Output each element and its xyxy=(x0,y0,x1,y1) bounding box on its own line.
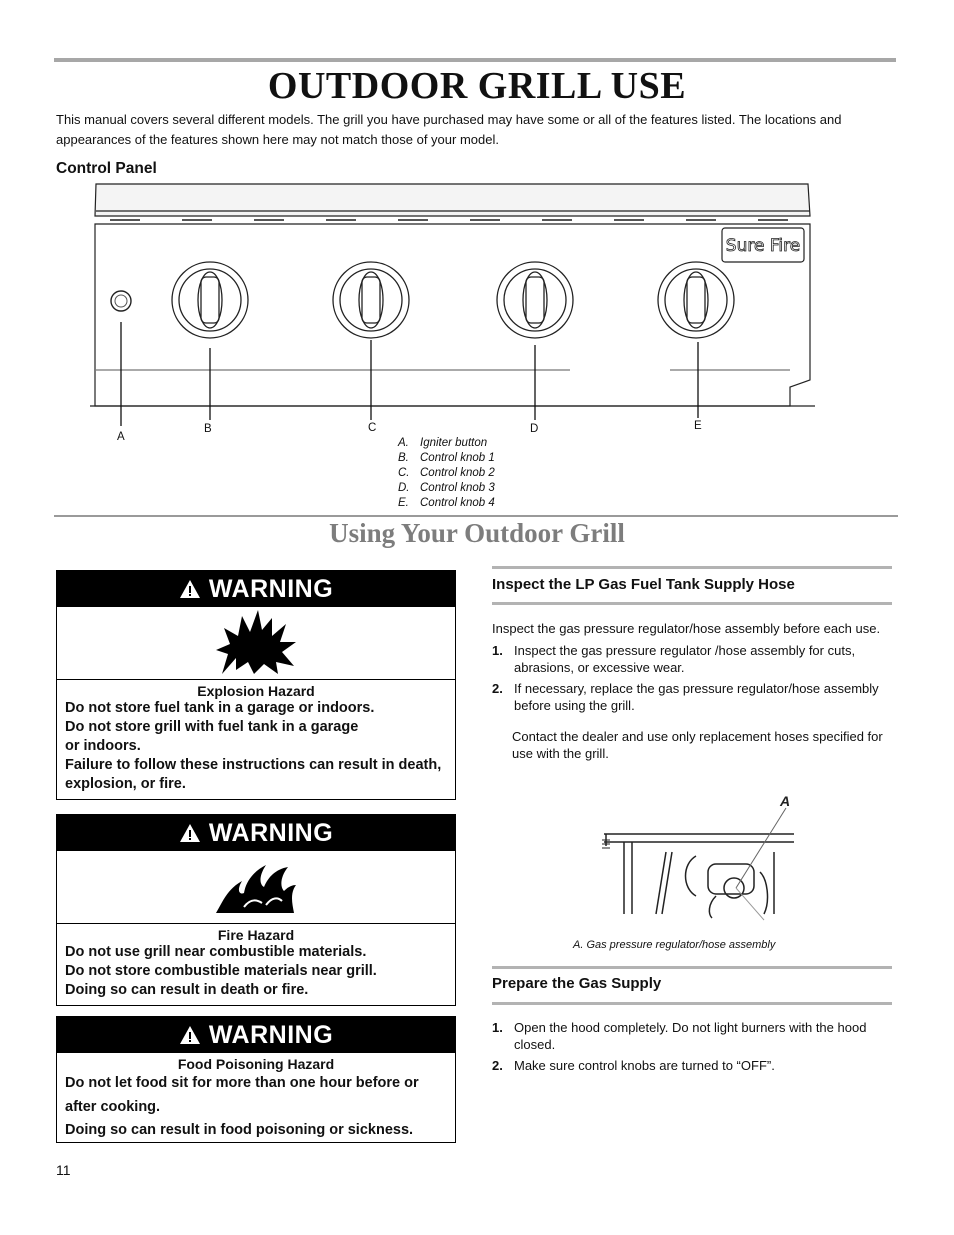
warning-header: WARNING xyxy=(57,1017,455,1053)
warning-text: Do not use grill near combustible materials. Do not store combustible materials near grill. Doing so can result in death or fire. xyxy=(65,944,377,998)
legend-item: E. Control knob 4 xyxy=(398,497,495,509)
figure-label-a: A xyxy=(780,793,791,809)
control-knob-3 xyxy=(497,262,573,338)
legend-item: A. Igniter button xyxy=(398,437,488,449)
prepare-section xyxy=(492,1019,897,1078)
warning-triangle-icon xyxy=(179,823,201,843)
inspect-note: Contact the dealer and use only replacement hoses specified for use with the grill. xyxy=(512,729,883,761)
list-item: 1. Inspect the gas pressure regulator /hose assembly for cuts, abrasions, or excessive wear. xyxy=(492,643,856,675)
legend-item: B. Control knob 1 xyxy=(398,452,495,464)
prepare-rule-bottom xyxy=(492,1002,892,1005)
callout-b: B xyxy=(204,423,212,435)
warning-header: WARNING xyxy=(57,571,455,607)
warning-box-explosion xyxy=(56,570,456,800)
control-panel-legend xyxy=(398,436,495,511)
explosion-icon xyxy=(214,610,298,676)
callout-e: E xyxy=(694,420,702,432)
callout-d: D xyxy=(530,423,539,435)
page-number: 11 xyxy=(56,1162,71,1178)
section-title: Using Your Outdoor Grill xyxy=(329,518,625,548)
inspect-rule-bottom xyxy=(492,602,892,605)
legend-item: C. Control knob 2 xyxy=(398,467,495,479)
control-panel-illustration xyxy=(90,180,815,440)
control-knob-4 xyxy=(658,262,734,338)
warning-text: Do not store fuel tank in a garage or indoors. Do not store grill with fuel tank in a garage or indoors. Failure to follow these instructions can result in death, explosion, or fire. xyxy=(65,700,442,792)
warning-box-food-poisoning xyxy=(56,1016,456,1143)
section-rule xyxy=(54,515,898,517)
fire-icon xyxy=(214,859,298,915)
list-item: 1. Open the hood completely. Do not light burners with the hood closed. xyxy=(492,1020,867,1052)
warning-text: Do not let food sit for more than one hour before or after cooking. Doing so can result in food poisoning or sickness. xyxy=(65,1075,419,1138)
explosion-icon-area xyxy=(57,607,455,680)
warning-header: WARNING xyxy=(57,815,455,851)
callout-c: C xyxy=(368,422,377,434)
warning-triangle-icon xyxy=(179,579,201,599)
top-rule xyxy=(54,58,896,62)
inspect-rule-top xyxy=(492,566,892,569)
prepare-heading: Prepare the Gas Supply xyxy=(492,975,662,992)
inspect-steps xyxy=(492,642,897,714)
hazard-title: Explosion Hazard xyxy=(197,683,315,699)
list-item: 2. Make sure control knobs are turned to “OFF”. xyxy=(492,1058,775,1073)
control-panel-heading: Control Panel xyxy=(56,160,157,177)
prepare-steps xyxy=(492,1019,897,1074)
legend-item: D. Control knob 3 xyxy=(398,482,495,494)
intro-paragraph: This manual covers several different models. The grill you have purchased may have some or all of the features listed. The locations and appearances of the features shown here may not match those of your model. xyxy=(56,112,842,147)
igniter-button xyxy=(111,291,131,311)
inspect-heading: Inspect the LP Gas Fuel Tank Supply Hose xyxy=(492,576,795,593)
page-title: OUTDOOR GRILL USE xyxy=(267,65,687,107)
fire-icon-area xyxy=(57,851,455,924)
hazard-title: Fire Hazard xyxy=(217,927,295,943)
regulator-hose-illustration xyxy=(596,792,800,922)
list-item: 2. If necessary, replace the gas pressure regulator/hose assembly before using the grill. xyxy=(492,681,879,713)
control-knob-2 xyxy=(333,262,409,338)
warning-box-fire xyxy=(56,814,456,1006)
control-knob-1 xyxy=(172,262,248,338)
inspect-section xyxy=(492,620,897,762)
regulator-caption: A. Gas pressure regulator/hose assembly xyxy=(573,939,776,951)
prepare-rule-top xyxy=(492,966,892,969)
inspect-intro: Inspect the gas pressure regulator/hose assembly before each use. xyxy=(492,621,881,636)
warning-triangle-icon xyxy=(179,1025,201,1045)
hazard-title: Food Poisoning Hazard xyxy=(177,1056,335,1072)
callout-a: A xyxy=(117,431,125,440)
brand-badge: Sure Fire xyxy=(725,236,801,256)
